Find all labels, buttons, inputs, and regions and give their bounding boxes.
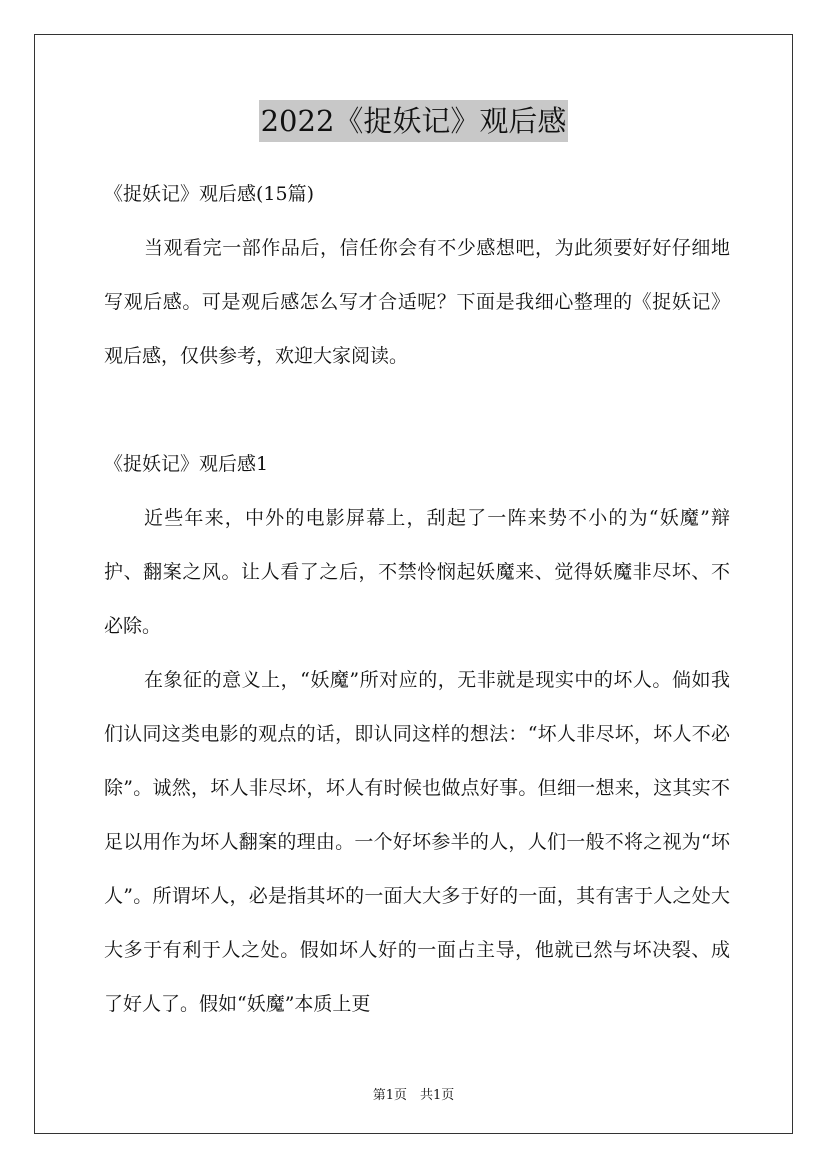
page-footer: 第1页 共1页 <box>372 1088 455 1103</box>
body-paragraph-2: 在象征的意义上，“妖魔”所对应的，无非就是现实中的坏人。倘如我们认同这类电影的观点的话，即认同这样的想法：“坏人非尽坏，坏人不必除”。诚然，坏人非尽坏，坏人有时候也做点好事。但细一想来，这其实不足以用作为坏人翻案的理由。一个好坏参半的人，人们一般不将之视为“坏人”。所谓坏人，必是指其坏的一面大大多于好的一面，其有害于人之处大大多于有利于人之处。假如坏人好的一面占主导，他就已然与坏决裂、成了好人了。假如“妖魔”本质上更 <box>104 669 730 1015</box>
intro-paragraph: 当观看完一部作品后，信任你会有不少感想吧，为此须要好好仔细地写观后感。可是观后感怎么写才合适呢？下面是我细心整理的《捉妖记》观后感，仅供参考，欢迎大家阅读。 <box>104 237 730 367</box>
section-heading: 《捉妖记》观后感1 <box>104 453 269 475</box>
document-title: 2022《捉妖记》观后感 <box>259 100 569 142</box>
document-subtitle: 《捉妖记》观后感(15篇) <box>104 183 315 205</box>
body-paragraph-1: 近些年来，中外的电影屏幕上，刮起了一阵来势不小的为“妖魔”辩护、翻案之风。让人看了之后，不禁怜悯起妖魔来、觉得妖魔非尽坏、不必除。 <box>104 507 730 637</box>
document-title-wrap <box>0 100 827 142</box>
